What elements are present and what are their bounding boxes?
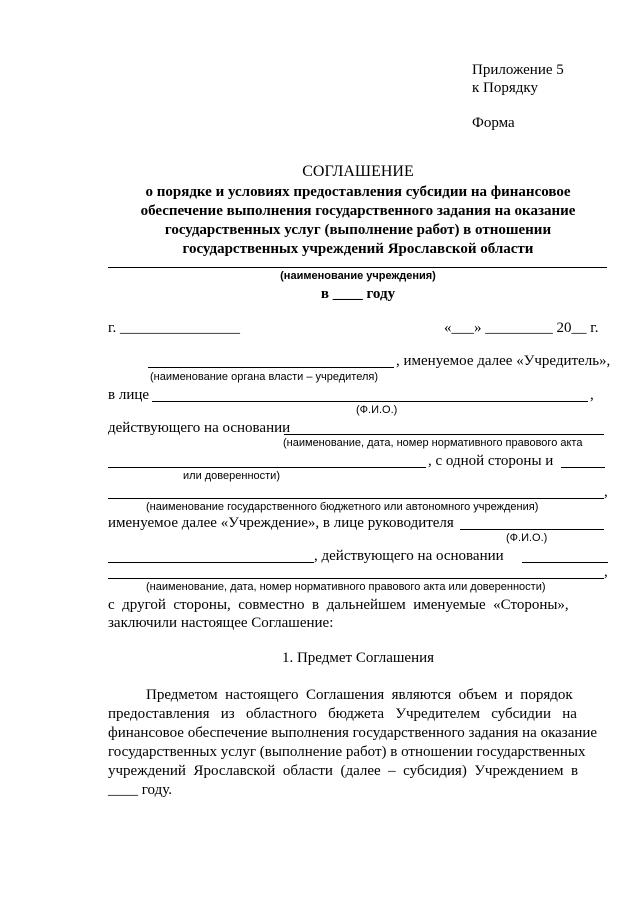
head-basis-line-2 <box>108 578 604 579</box>
basis-caption: (наименование, дата, номер нормативного правового акта <box>283 437 583 449</box>
section-paragraph-line-3: финансовое обеспечение выполнения государственного задания на оказание <box>108 725 598 741</box>
fio-caption-2: (Ф.И.О.) <box>506 532 548 544</box>
form-label: Форма <box>472 115 515 131</box>
section-paragraph-line-6: ____ году. <box>108 782 172 798</box>
founder-named-text: , именуемое далее «Учредитель», <box>396 353 611 369</box>
acting-basis-label: действующего на основании <box>108 420 291 436</box>
appendix-reference: к Порядку <box>472 80 538 96</box>
fio-caption-1: (Ф.И.О.) <box>356 404 398 416</box>
title-line-1: о порядке и условиях предоставления субсидии на финансовое <box>145 184 571 200</box>
institution-name-line <box>108 267 607 268</box>
basis-caption-2: (наименование, дата, номер нормативного правового акта или доверенности) <box>146 581 546 593</box>
date-field: «___» _________ 20__ г. <box>444 320 599 336</box>
founder-representative-line <box>152 401 588 402</box>
comma-2: , <box>604 484 608 500</box>
comma-1: , <box>590 387 594 403</box>
or-power-caption: или доверенности) <box>183 470 280 482</box>
title-line-2: обеспечение выполнения государственного задания на оказание <box>140 203 576 219</box>
in-person-label: в лице <box>108 387 150 403</box>
institution-named-text: именуемое далее «Учреждение», в лице руководителя <box>108 515 454 531</box>
head-name-line <box>460 529 604 530</box>
other-side-line-1: с другой стороны, совместно в дальнейшем именуемые «Стороны», <box>108 597 569 613</box>
founder-basis-line <box>284 434 604 435</box>
other-side-line-2: заключили настоящее Соглашение: <box>108 615 334 631</box>
institution-caption: (наименование учреждения) <box>280 270 436 282</box>
head-position-line <box>108 562 314 563</box>
document-title: СОГЛАШЕНИЕ <box>302 163 414 180</box>
title-line-3: государственных услуг (выполнение работ) в отношении <box>164 222 552 238</box>
title-line-4: государственных учреждений Ярославской области <box>182 241 534 257</box>
section-paragraph-line-2: предоставления из областного бюджета Учредителем субсидии на <box>108 706 577 722</box>
section-paragraph-line-5: учреждений Ярославской области (далее – субсидия) Учреждением в <box>108 763 579 779</box>
founder-name-line <box>148 367 394 368</box>
appendix-number: Приложение 5 <box>472 62 564 78</box>
acting-basis-2-text: , действующего на основании <box>314 548 504 564</box>
city-field: г. ________________ <box>108 320 240 336</box>
year-line: в ____ году <box>320 286 396 302</box>
one-side-text: , с одной стороны и <box>428 453 554 469</box>
institution-party-line <box>108 498 604 499</box>
institution-type-caption: (наименование государственного бюджетного или автономного учреждения) <box>146 501 539 513</box>
founder-caption: (наименование органа власти – учредителя) <box>150 371 379 383</box>
section-heading: 1. Предмет Соглашения <box>281 650 435 666</box>
comma-3: , <box>604 564 608 580</box>
founder-basis-line-2 <box>108 467 426 468</box>
and-line <box>561 467 605 468</box>
head-basis-line <box>522 562 608 563</box>
section-paragraph-line-1: Предметом настоящего Соглашения являются объем и порядок <box>146 687 573 703</box>
section-paragraph-line-4: государственных услуг (выполнение работ) в отношении государственных <box>108 744 586 760</box>
